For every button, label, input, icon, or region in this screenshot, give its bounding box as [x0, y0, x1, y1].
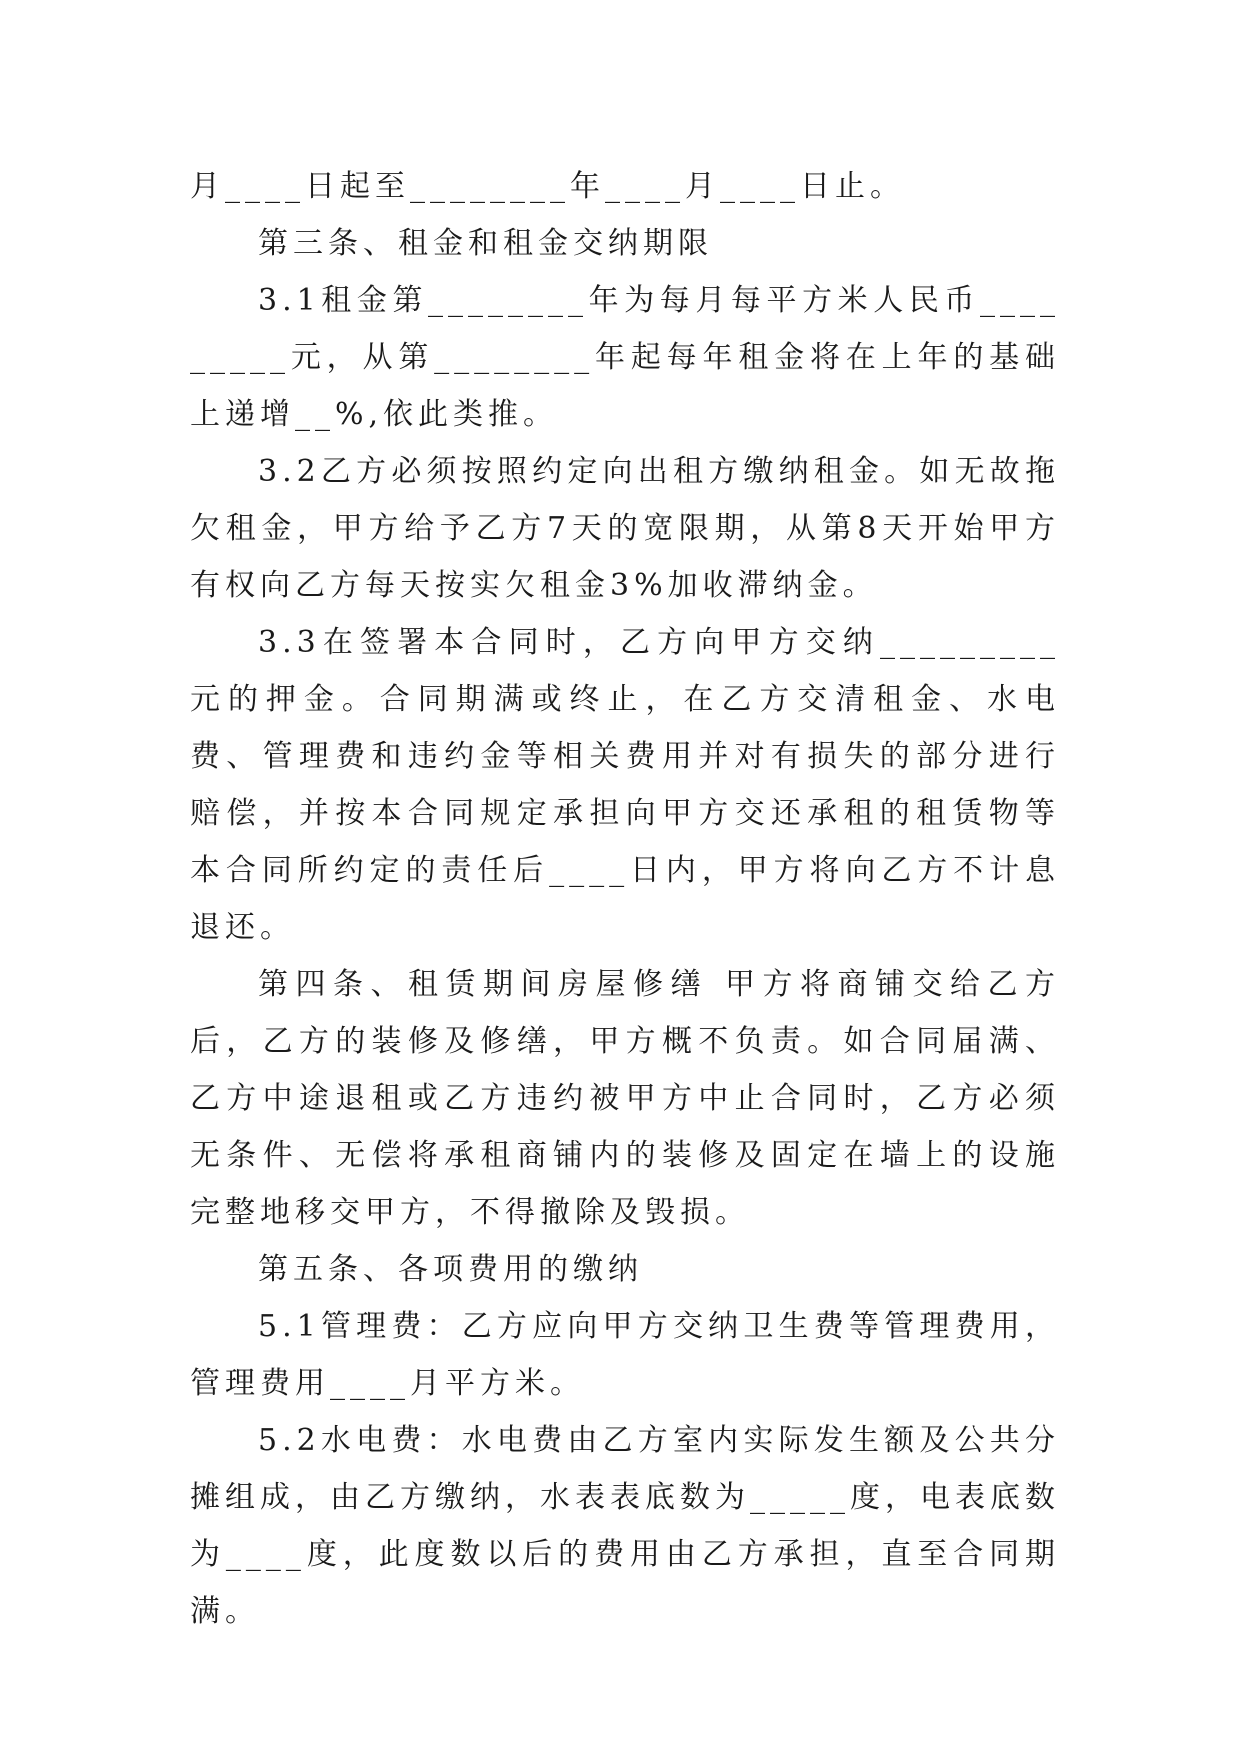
paragraph-3-3-deposit: 3.3在签署本合同时，乙方向甲方交纳_________元的押金。合同期满或终止，在乙方交清租金、水电费、管理费和违约金等相关费用并对有损失的部分进行赔偿，并按本合同规定承担向甲方交还承租的租赁物等本合同所约定的责任后____日内，甲方将向乙方不计息退还。 — [190, 625, 1060, 945]
paragraph-5-2-utilities: 5.2水电费：水电费由乙方室内实际发生额及公共分摊组成，由乙方缴纳，水表表底数为_____度，电表底数为____度，此度数以后的费用由乙方承担，直至合同期满。 — [190, 1423, 1060, 1629]
paragraph-5-1-management-fee: 5.1管理费：乙方应向甲方交纳卫生费等管理费用，管理费用____月平方米。 — [190, 1309, 1060, 1401]
heading-article-3-rent: 第三条、租金和租金交纳期限 — [258, 226, 713, 261]
paragraph-3-2-late-fee: 3.2乙方必须按照约定向出租方缴纳租金。如无故拖欠租金，甲方给予乙方7天的宽限期，从第8天开始甲方有权向乙方每天按实欠租金3%加收滞纳金。 — [190, 454, 1060, 603]
document-body — [190, 158, 1060, 1640]
paragraph-3-1-rent-amount: 3.1租金第________年为每月每平方米人民币_________元，从第________年起每年租金将在上年的基础上递增__%,依此类推。 — [190, 283, 1060, 432]
paragraph-term-end-date: 月____日起至________年____月____日止。 — [190, 169, 905, 204]
heading-article-5-fees: 第五条、各项费用的缴纳 — [258, 1252, 643, 1287]
paragraph-article-4-repairs: 第四条、租赁期间房屋修缮 甲方将商铺交给乙方后，乙方的装修及修缮，甲方概不负责。如合同届满、乙方中途退租或乙方违约被甲方中止合同时，乙方必须无条件、无偿将承租商铺内的装修及固定在墙上的设施完整地移交甲方，不得撤除及毁损。 — [190, 967, 1060, 1230]
